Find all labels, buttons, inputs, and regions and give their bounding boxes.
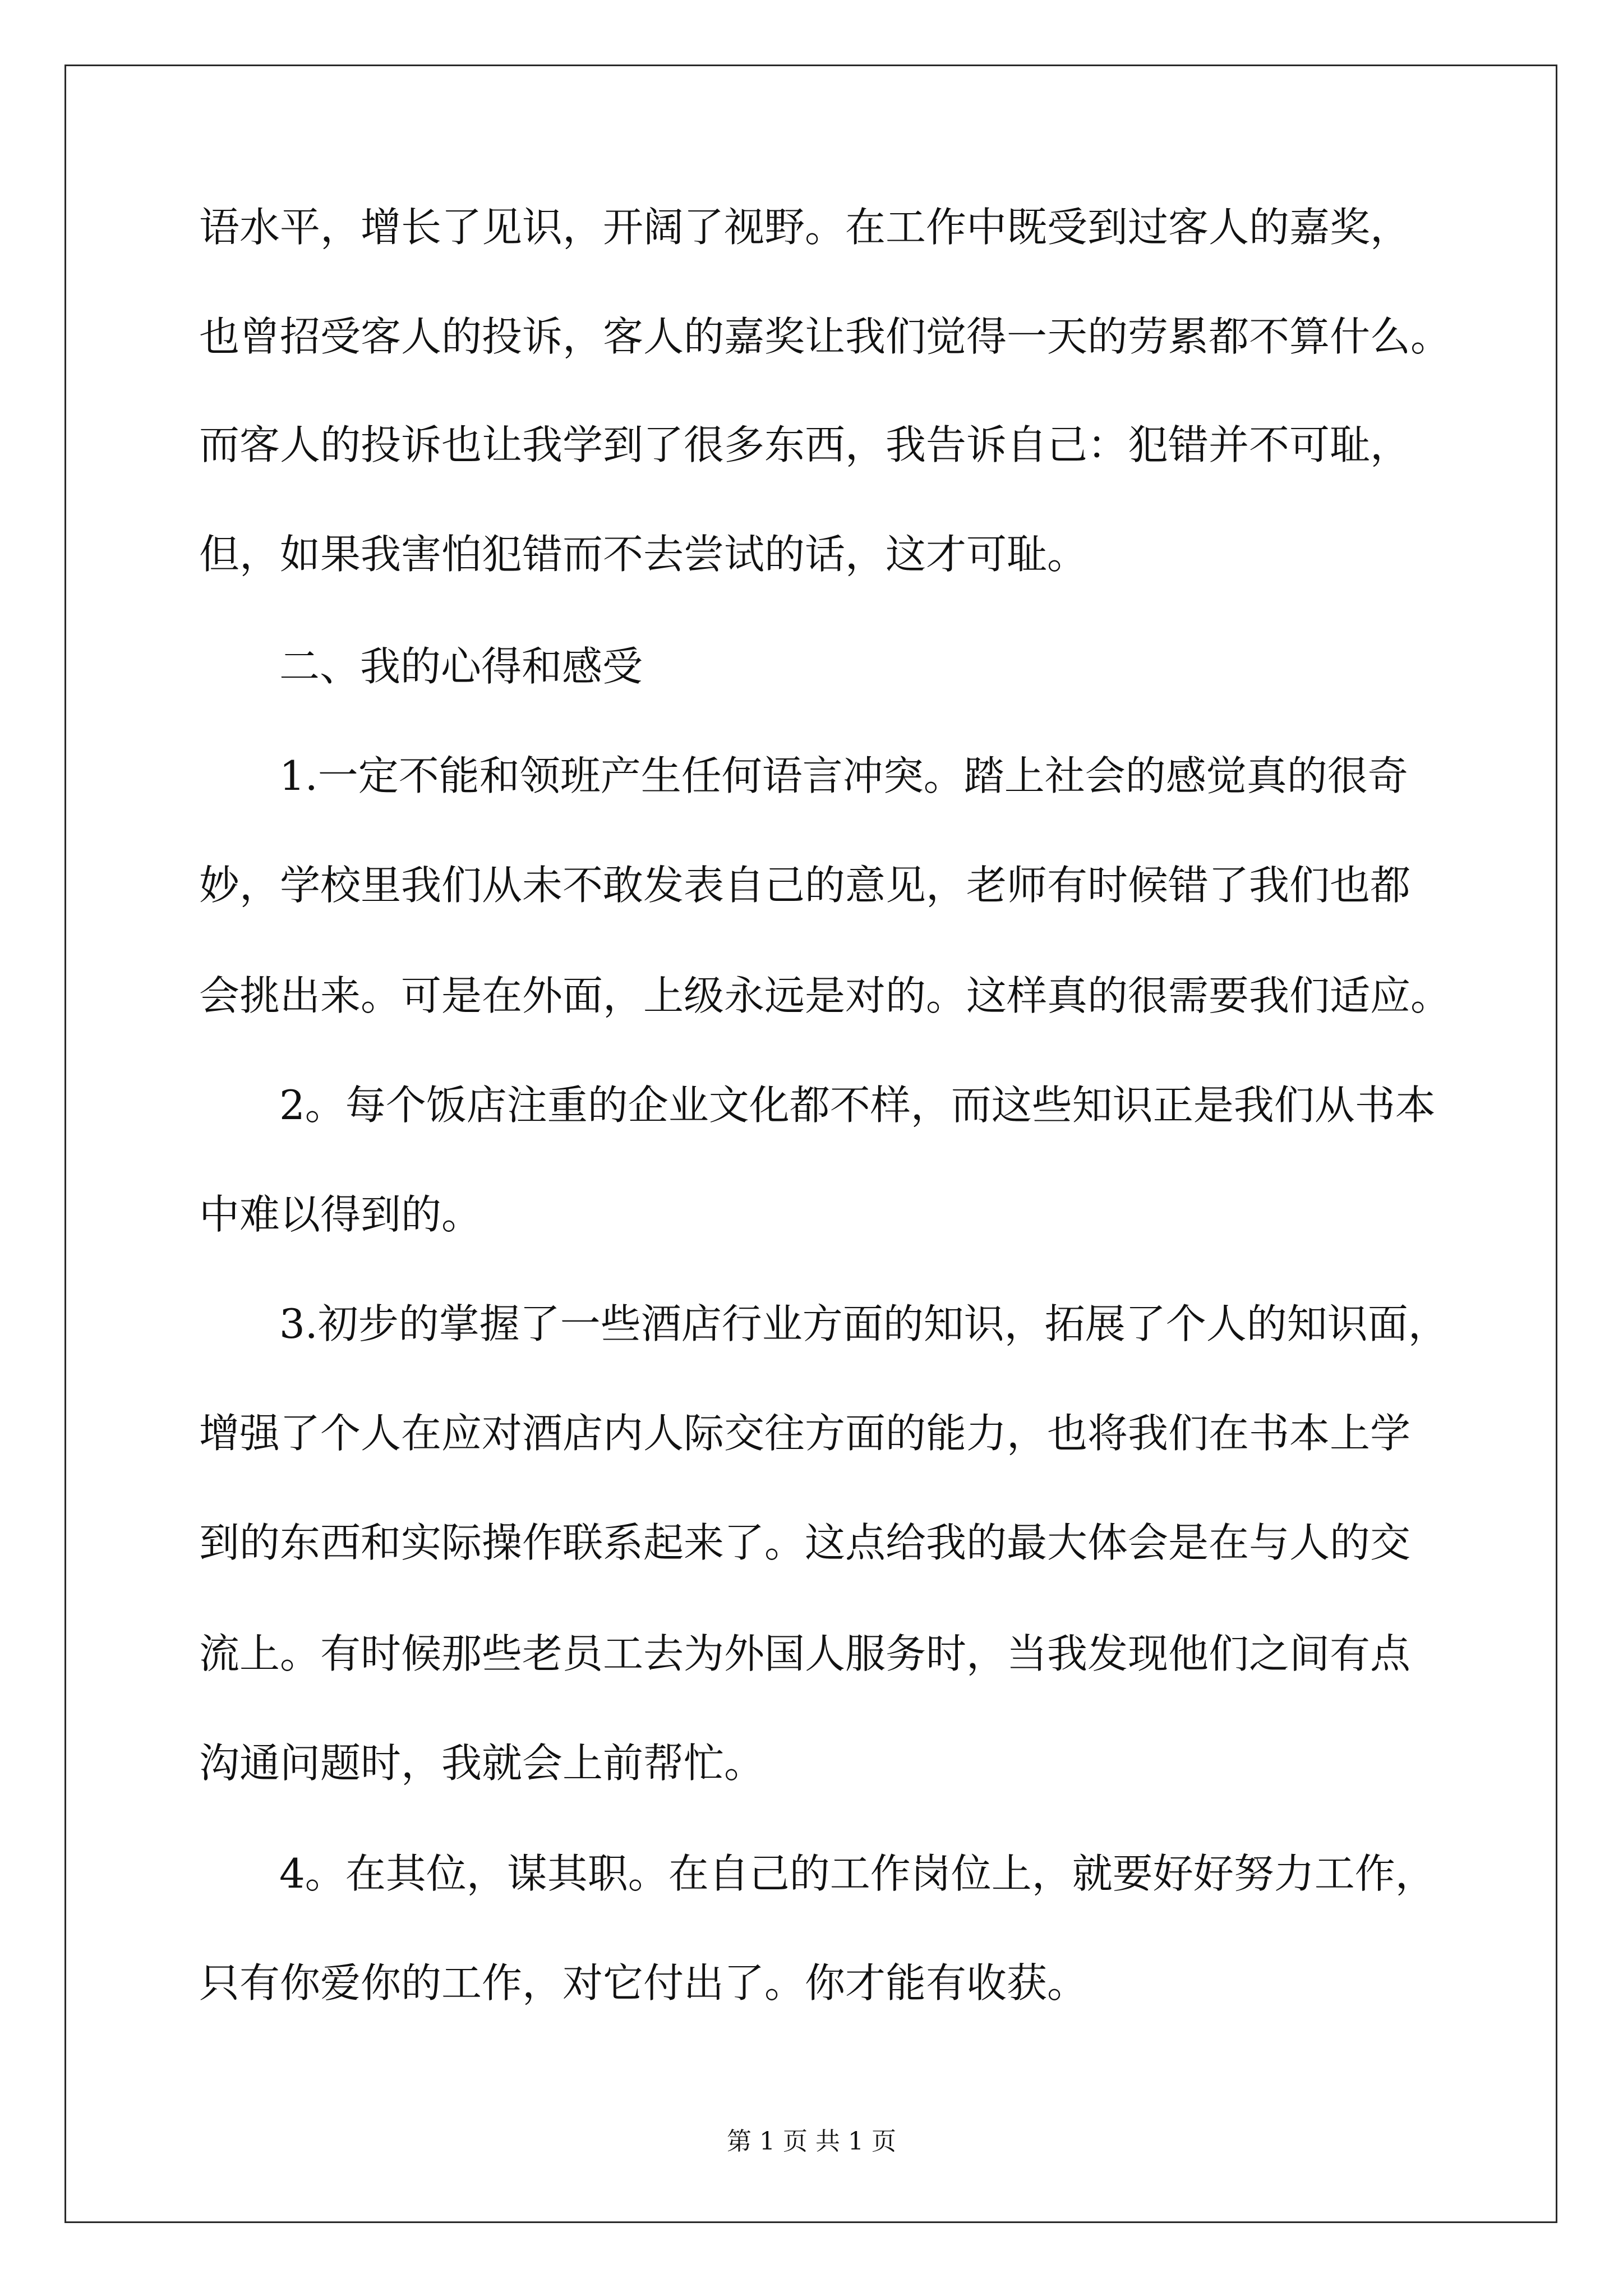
page-footer: 第 1 页 共 1 页 bbox=[727, 2127, 896, 2156]
text-line: 1.一定不能和领班产生任何语言冲突。踏上社会的感觉真的很奇 bbox=[279, 752, 1408, 799]
text-line: 中难以得到的。 bbox=[199, 1191, 482, 1238]
text-line: 增强了个人在应对酒店内人际交往方面的能力，也将我们在书本上学 bbox=[199, 1410, 1411, 1457]
text-line: 妙，学校里我们从未不敢发表自己的意见，老师有时候错了我们也都 bbox=[199, 862, 1411, 909]
text-line: 沟通问题时，我就会上前帮忙。 bbox=[199, 1740, 765, 1787]
text-line: 到的东西和实际操作联系起来了。这点给我的最大体会是在与人的交 bbox=[199, 1519, 1411, 1566]
text-line: 而客人的投诉也让我学到了很多东西，我告诉自己：犯错并不可耻， bbox=[199, 421, 1411, 468]
text-line: 会挑出来。可是在外面，上级永远是对的。这样真的很需要我们适应。 bbox=[199, 972, 1451, 1019]
section-heading: 二、我的心得和感受 bbox=[279, 643, 643, 690]
text-line: 3.初步的掌握了一些酒店行业方面的知识，拓展了个人的知识面， bbox=[279, 1300, 1449, 1347]
text-line: 4。在其位，谋其职。在自己的工作岗位上，就要好好努力工作， bbox=[279, 1850, 1436, 1897]
text-line: 但，如果我害怕犯错而不去尝试的话，这才可耻。 bbox=[199, 531, 1088, 578]
text-line: 流上。有时候那些老员工去为外国人服务时，当我发现他们之间有点 bbox=[199, 1630, 1411, 1677]
text-line: 只有你爱你的工作，对它付出了。你才能有收获。 bbox=[199, 1959, 1088, 2007]
text-line: 也曾招受客人的投诉，客人的嘉奖让我们觉得一天的劳累都不算什么。 bbox=[199, 313, 1451, 360]
text-line: 语水平，增长了见识，开阔了视野。在工作中既受到过客人的嘉奖， bbox=[199, 204, 1411, 251]
page-border bbox=[64, 65, 1557, 2223]
text-line: 2。每个饭店注重的企业文化都不样，而这些知识正是我们从书本 bbox=[279, 1082, 1436, 1129]
